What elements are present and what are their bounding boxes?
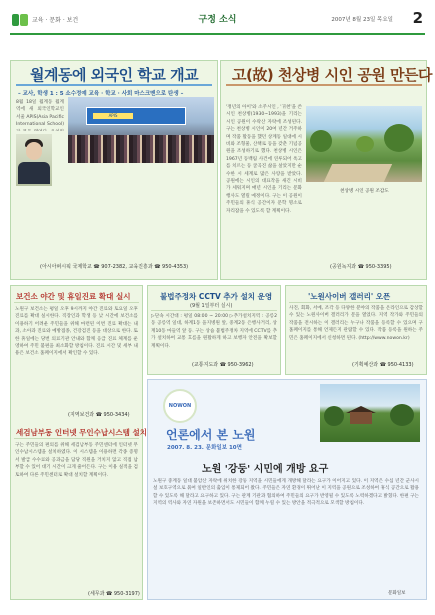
school-article-body-continued <box>16 168 212 256</box>
cctv-article-title: 불법주정차 CCTV 추가 설치 운영 <box>160 292 273 301</box>
page-header <box>0 0 435 34</box>
poet-article-body-bottom <box>226 212 422 256</box>
nowon-badge <box>163 389 197 423</box>
cctv-article-body: ▷단속 시간대 : 평일 08:00 ~ 20:00 ▷추가설치지역 : 공릉2동 공릉역 일대, 하계1동 을지병원 앞, 중계2동 은행사거리, 상계10동 마들역 앞 등. 구는 상습 불법주정차 지역에 CCTV를 추가 설치하여 교통 흐름을 원활하게 하고 보행자 안전을 확보할 계획이다. <box>151 314 277 349</box>
poet-article-contact: (공원녹지과 ☎ 950-3395) <box>330 264 392 270</box>
poet-title-underline <box>226 84 422 86</box>
media-coverage-source: 문화일보 <box>388 591 406 596</box>
school-article-subtitle: – 교사, 학생 1 : 5 소수정예 교육 · 학교 · 사회 마스크맨으로 탄생 – <box>18 91 184 97</box>
gallery-article-body: 사진, 회화, 서예, 조각 등 다양한 분야의 작품을 온라인으로 감상할 수 있는 노원사이버 갤러리가 문을 열었다. 지역 작가와 주민들의 작품을 전시하는 이 갤러리는 누구나 작품을 등록할 수 있으며 구 홈페이지를 통해 언제든지 관람할 수 있다. 작품 등록을 원하는 주민은 홈페이지에서 신청하면 된다. (http://www.nowon.kr) <box>289 306 423 341</box>
gallery-title-rule <box>289 302 423 303</box>
school-opening-photo <box>68 97 214 163</box>
nowon-badge-label: NOWON <box>168 403 192 409</box>
gallery-article-contact: (기획예산과 ☎ 950-4133) <box>352 362 414 368</box>
health-article-contact: (지역보건과 ☎ 950-3434) <box>68 412 130 418</box>
poet-park-photo <box>306 106 422 182</box>
cctv-article-contact: (교통지도과 ☎ 950-3962) <box>192 362 254 368</box>
poet-photo-caption: 천상병 시인 공원 조감도 <box>340 189 389 194</box>
media-coverage-date: 2007. 8. 23. 문화일보 10면 <box>167 445 242 451</box>
school-article-contact: (아시아퍼시픽 국제학교 ☎ 907-2382, 교육진흥과 ☎ 950-4353) <box>40 264 189 270</box>
culture-title-rule <box>14 438 139 439</box>
health-article-title: 보건소 야간 및 휴일진료 확대 실시 <box>16 292 131 301</box>
media-coverage-body: 노원구 중계동 일대 불암산 자락에 위치한 강둥 지역을 시민들에게 개방해 달라는 요구가 이어지고 있다. 이 지역은 수십 년간 군사시설 보호구역으로 묶여 일반인의 출입이 통제되어 왔다. 주민들은 자연 환경이 뛰어난 이 지역을 공원으로 조성하여 휴식 공간으로 활용할 수 있도록 해 달라고 요구하고 있다. 구는 관계 기관과 협의하여 주민들의 요구가 반영될 수 있도록 노력하겠다고 밝혔다. 한편 구는 지역의 역사와 자연 자원을 보존하면서도 시민들이 함께 누릴 수 있는 방안을 적극적으로 모색할 방침이다. <box>153 479 419 507</box>
page-title: 구정 소식 <box>198 15 237 25</box>
publication-date: 2007년 8월 23일 목요일 <box>331 17 393 23</box>
school-title-underline <box>16 84 212 86</box>
health-article-body: 노원구 보건소는 평일 오후 9시까지 야간 진료와 토요일 오후 진료를 확대 실시한다. 직장인과 학생 등 낮 시간에 보건소를 이용하기 어려운 주민들을 위해 마련된 이번 진료 확대는 내과, 소아과 진료와 예방접종, 건강검진 등을 대상으로 한다. 또한 휴일에는 당번 의료기관 안내와 함께 응급 진료 체계를 운영하여 주민 불편을 최소화할 방침이다. 진료 시간 및 세부 내용은 보건소 홈페이지에서 확인할 수 있다. <box>15 307 138 357</box>
media-coverage-title: 언론에서 본 노원 <box>166 428 256 442</box>
school-article-body: 8월 18일 월계동 월계역에 새 외국인학교인 서울 APIS(Asia Pacific International School) <box>16 100 64 128</box>
health-title-rule <box>14 302 139 303</box>
school-photo-banner-label: APIS <box>93 113 133 119</box>
cctv-title-rule <box>151 310 277 311</box>
school-article-title: 월계동에 외국인 학교 개교 <box>30 66 199 84</box>
gangdung-scenery-photo <box>320 384 420 442</box>
culture-article-contact: (세무과 ☎ 950-3197) <box>88 591 140 597</box>
page-number: 2 <box>412 9 423 27</box>
header-rule <box>10 33 425 35</box>
poet-article-title: 고(故) 천상병 시인 공원 만든다 <box>232 66 432 84</box>
poet-article-body-top <box>226 90 422 104</box>
culture-article-body: 구는 주민들의 편의를 위해 세검남부동 주민센터에 인터넷 무인수납시스템을 설치하였다. 이 시스템을 이용하면 각종 증명서 발급 수수료와 공과금을 담당 직원을 거치지 않고 직접 납부할 수 있어 대기 시간이 크게 줄어든다. 구는 이용 실적을 검토하여 다른 주민센터로 확대 설치할 계획이다. <box>15 443 138 478</box>
media-coverage-headline: 노원 '강둥' 시민에 개방 요구 <box>202 464 329 475</box>
gallery-article-title: '노원사이버 갤러리' 오픈 <box>308 292 391 301</box>
culture-article-title: 세검남부동 인터넷 무인수납시스템 설치 <box>16 428 147 437</box>
cctv-article-subtitle: (9월 1일부터 실시) <box>190 303 233 309</box>
poet-article-body: '정년의 아이'와 소주시인 , '귀천'을 쓴 시인 천상병(1930~1993)을 기리는 시인 공원이 수락산 자락에 조성된다. 구는 천상병 시인이 20여 년간 거주하며 작품 활동을 했던 상계동 일대에 시비와 조형물, 산책로 등을 갖춘 기념공원을 조성하기로 했다. 천상병 시인은 1967년 동백림 사건에 연루되어 옥고를 치르는 등 굴곡진 삶을 살았지만 순수한 시 세계로 많은 사랑을 받았다. 공원에는 시인의 대표작을 새긴 시비가 세워지며 매년 시인을 기리는 문화행사도 열릴 예정이다. 구는 이 공원이 주민들의 휴식 공간이자 문학 명소로 자리잡을 수 있도록 할 계획이다. <box>226 105 302 214</box>
section-name: 교육 · 문화 · 보건 <box>32 17 79 24</box>
